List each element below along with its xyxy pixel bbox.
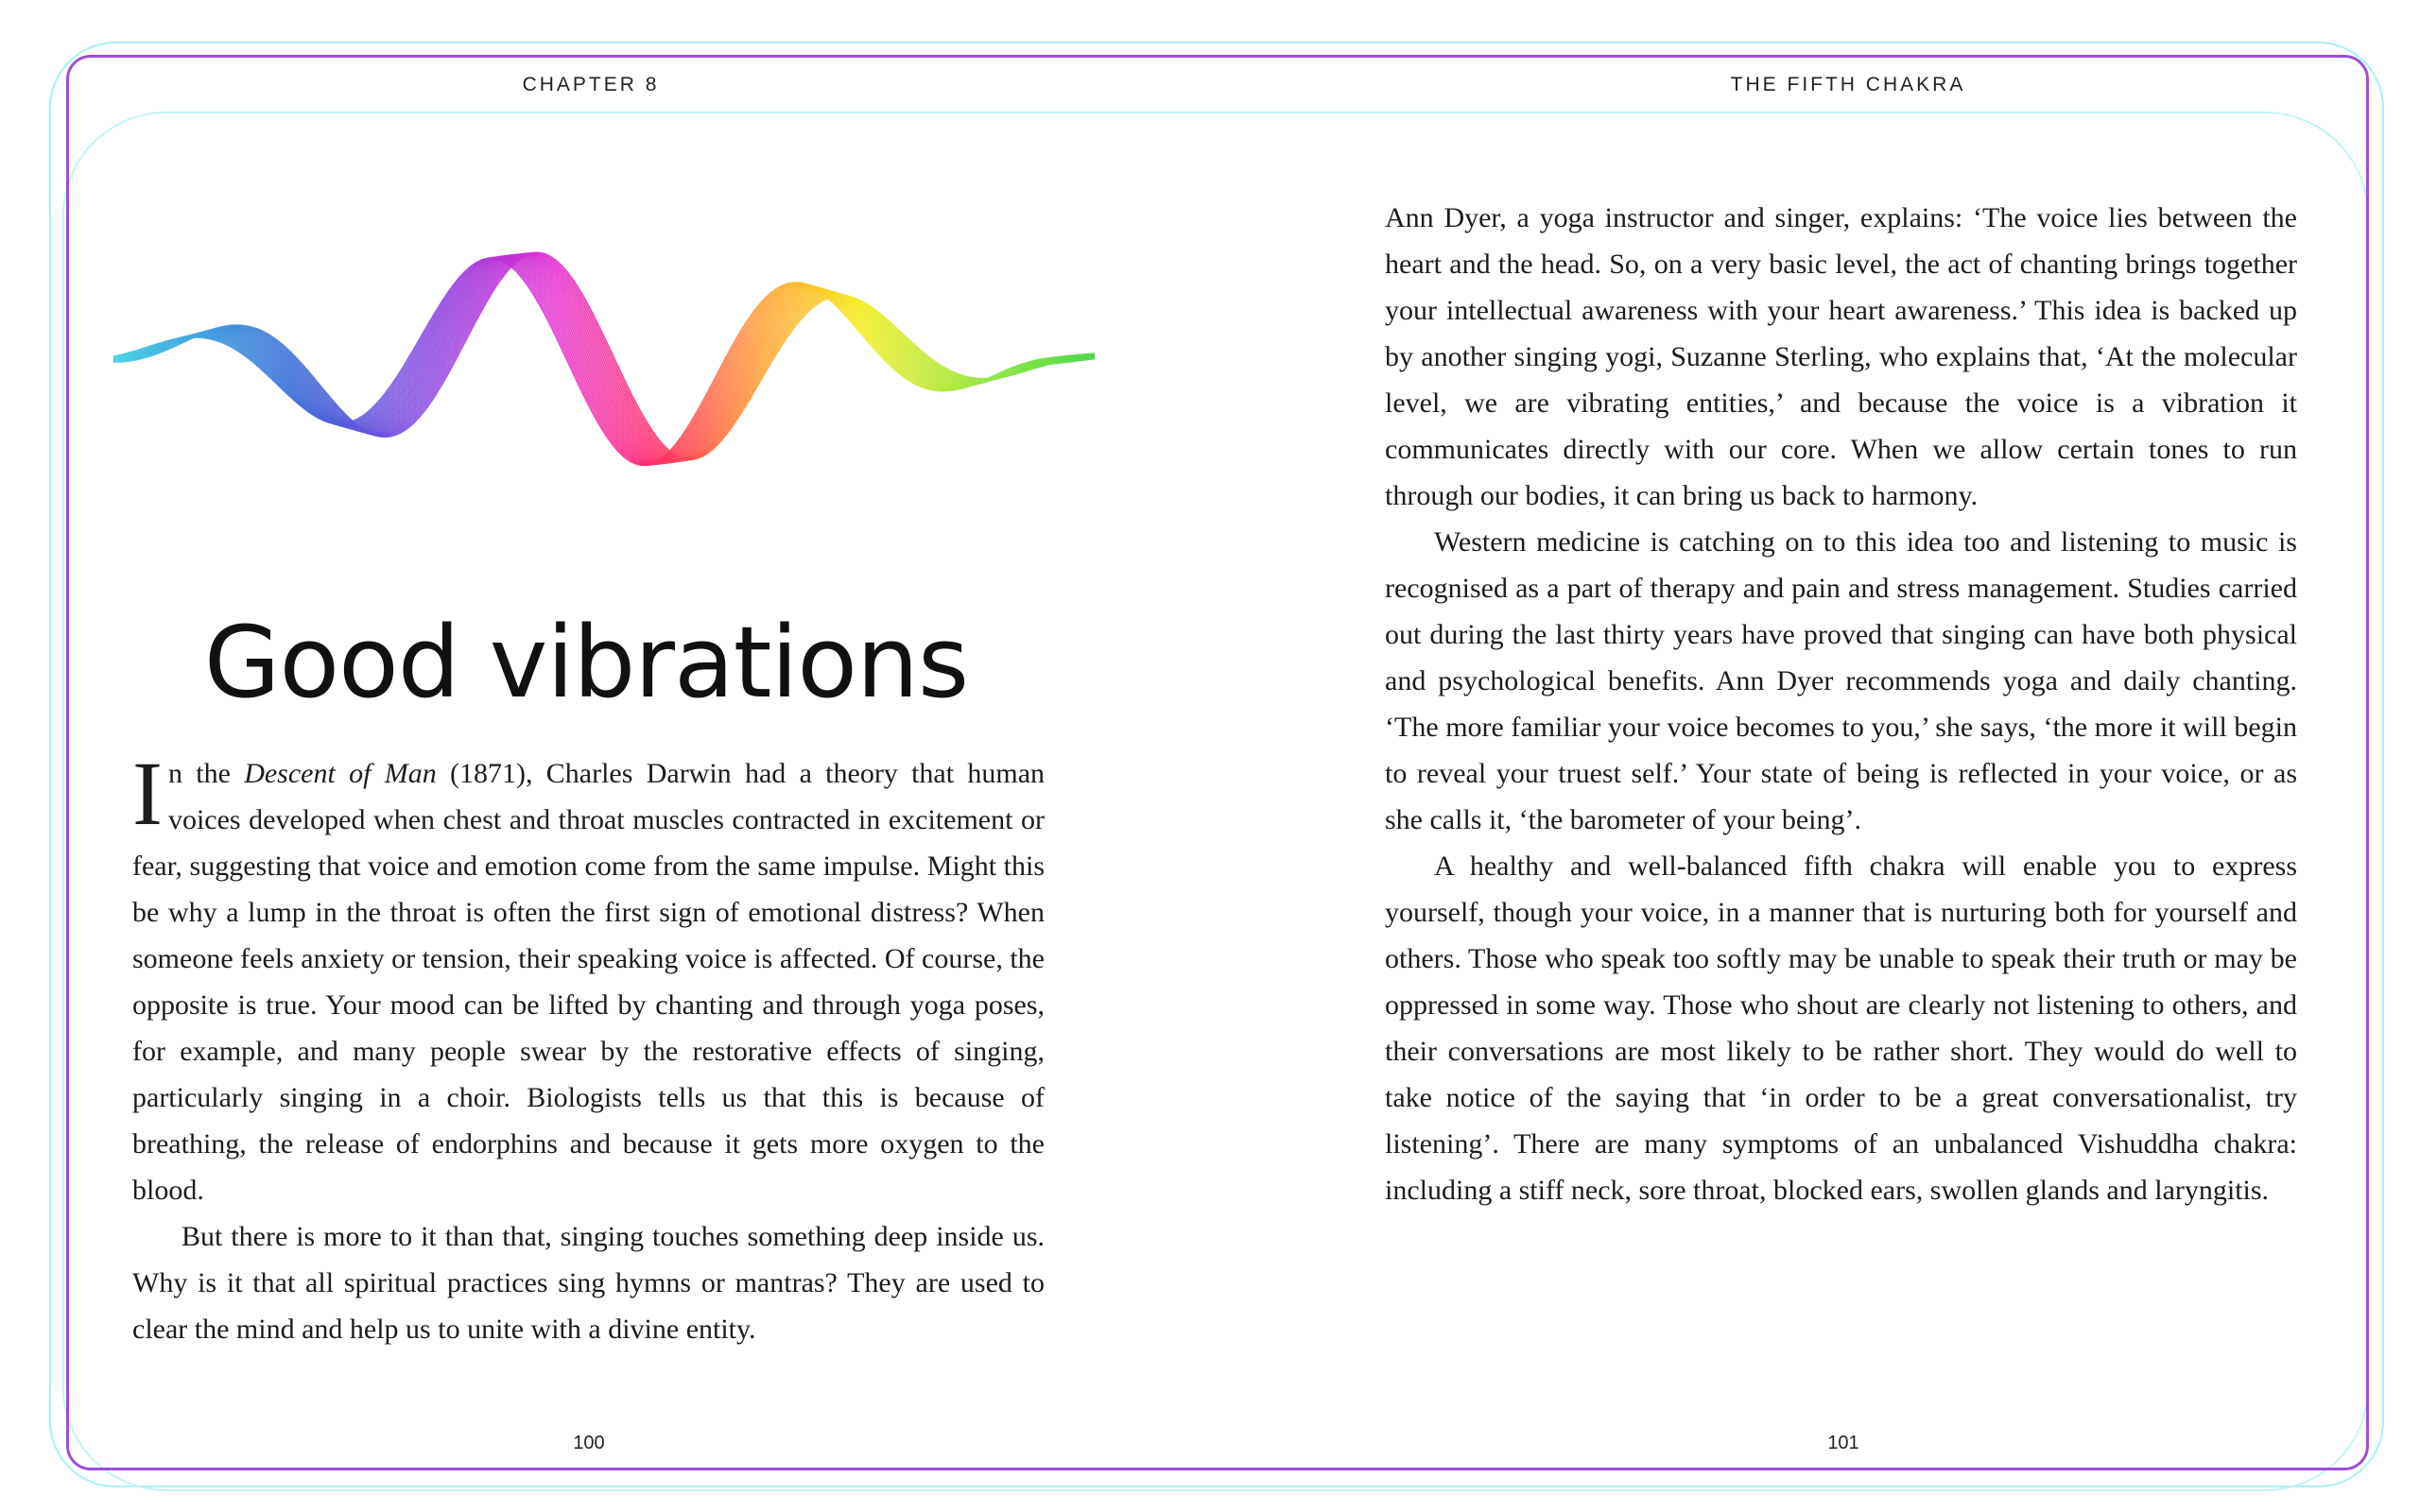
running-head-left: CHAPTER 8 xyxy=(522,74,660,95)
right-page-text xyxy=(1385,195,2297,1213)
running-head-right: THE FIFTH CHAKRA xyxy=(1730,74,1966,95)
book-title-italic: Descent of Man xyxy=(244,758,437,789)
paragraph: A healthy and well-balanced fifth chakra will enable you to express yourself, though your voice, in a manner that is nurturing both for yourself and others. Those who speak too softly may be unable to speak their truth or may be oppressed in some way. Those who shout are clearly not listening to others, and their conversations are most likely to be rather short. They would do well to take notice of the saying that ‘in order to be a great conversationalist, try listening’. There are many symptoms of an unbalanced Vishuddha chakra: including a stiff neck, sore throat, blocked ears, swollen glands and laryngitis. xyxy=(1385,850,2297,1206)
paragraph: Western medicine is catching on to this idea too and listening to music is recognised as a part of therapy and pain and stress management. Studies carried out during the last thirty years have proved that singing can have both physical and psychological benefits. Ann Dyer recommends yoga and daily chanting. ‘The more familiar your voice becomes to you,’ she says, ‘the more it will begin to reveal your truest self.’ Your state of being is reflected in your voice, or as she calls it, ‘the barometer of your being’. xyxy=(1385,526,2297,835)
paragraph xyxy=(132,743,1046,1213)
text-span: n the xyxy=(167,758,245,789)
paragraph: But there is more to it than that, singing touches something deep inside us. Why is it that all spiritual practices sing hymns or mantras? They are used to clear the mind and help us to unite with a divine entity. xyxy=(132,1221,1045,1345)
paragraph: Ann Dyer, a yoga instructor and singer, explains: ‘The voice lies between the heart and the head. So, on a very basic level, the act of chanting brings together your intellectual awareness with your heart awareness.’ This idea is backed up by another singing yogi, Suzanne Sterling, who explains that, ‘At the molecular level, we are vibrating entities,’ and because the voice is a vibration it communicates directly with our core. When we allow certain tones to run through our bodies, it can bring us back to harmony. xyxy=(1385,202,2297,511)
text-span: (1871), Charles Darwin had a theory that human voices developed when chest and throat muscles contracted in excitement or fear, suggesting that voice and emotion come from the same impulse. Might this be why a lump in the throat is often the first sign of emotional distress? When someone feels anxiety or tension, their speaking voice is affected. Of course, the opposite is true. Your mood can be lifted by chanting and through yoga poses, for example, and many people swear by the restorative effects of singing, particularly singing in a choir. Biologists tells us that this is because of breathing, the release of endorphins and because it gets more oxygen to the blood. xyxy=(132,758,1046,1206)
left-page-text xyxy=(132,743,1046,1352)
page-number-left: 100 xyxy=(573,1433,605,1453)
drop-cap: I xyxy=(132,743,163,844)
page-number-right: 101 xyxy=(1827,1433,1859,1453)
chapter-title: Good vibrations xyxy=(203,604,969,720)
rainbow-sound-wave-illustration xyxy=(104,236,1115,482)
